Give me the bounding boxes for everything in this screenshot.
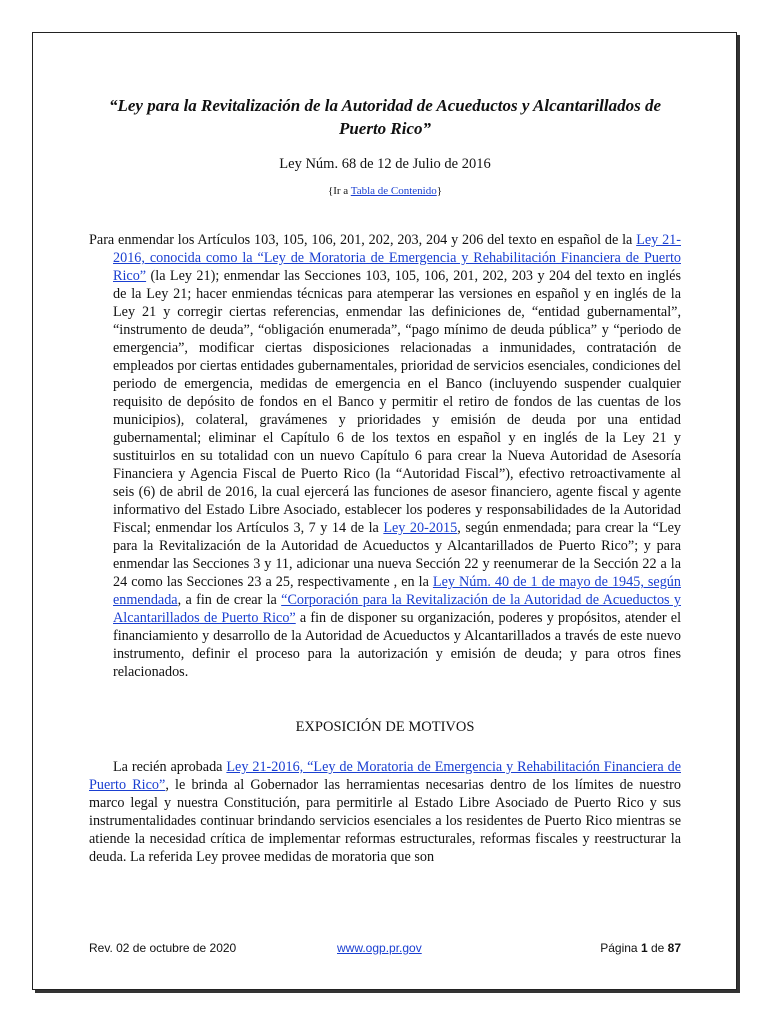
page-number: Página 1 de 87 (600, 941, 681, 955)
text-segment: a fin de disponer su organización, poderes y propósitos, atender el financiamiento y desarrollo de la Autoridad de Acueductos y Alcantarillados a través de este nuevo instrumento, definir el proceso para la autorización y emisión de deuda; y para otros fines relacionados. (113, 610, 682, 680)
document-title: “Ley para la Revitalización de la Autoridad de Acueductos y Alcantarillados de Puerto Rico” (108, 96, 661, 138)
text-segment: , le brinda al Gobernador las herramientas necesarias dentro de los límites de nuestro marco legal y nuestra Constitución, para permitirle al Estado Libre Asociado de Puerto Rico y sus instrumentalidades continuar brindando servicios esenciales a los residentes de Puerto Rico mientras se atiende la necesidad crítica de implementar reformas estructurales, reformas fiscales y reestructurar la deuda. La referida Ley provee medidas de moratoria que son (89, 777, 682, 865)
law-reference-link[interactable]: Ley 21-2016, conocida como la “Ley de Moratoria de Emergencia y Rehabilitación Financiera de Puerto Rico” (113, 232, 681, 284)
text-segment: La recién aprobada (113, 759, 227, 775)
text-segment: (la Ley 21); enmendar las Secciones 103, 105, 106, 201, 202, 203 y 204 del texto en inglés de la Ley 21; hacer enmiendas técnicas para atemperar las versiones en español y en inglés de la Ley 21 y corregir ciertas referencias, enmendar las definiciones de, “entidad gubernamental”, “instrumento de deuda”, “obligación enumerada”, “pago mínimo de deuda pública” y “periodo de emergencia”, modificar ciertas disposiciones relacionadas a inmunidades, contratación de empleados por ciertas entidades gubernamentales, prioridad de servicios esenciales, condiciones del periodo de emergencia, medidas de emergencia en el Banco (incluyendo suspender cualquier requisito de depósito de fondos en el Banco y permitir el retiro de fondos de las cuentas de los municipios), colateral, gravámenes y prioridades y emisión de deuda por una entidad gubernamental; eliminar el Capítulo 6 de los textos en español y en inglés de la Ley 21 y sustituirlos en su totalidad con un nuevo Capítulo 6 para crear la Nueva Autoridad de Asesoría Financiera y Agencia Fiscal de Puerto Rico (la “Autoridad Fiscal”), efectivo retroactivamente al seis (6) de abril de 2016, la cual ejercerá las funciones de asesor financiero, agente fiscal y agente informativo del Estado Libre Asociado, establecer los poderes y responsabilidades de la Autoridad Fiscal; enmendar los Artículos 3, 7 y 14 de la (113, 268, 681, 536)
law-reference-link[interactable]: Ley 20-2015 (383, 520, 458, 536)
law-reference-link[interactable]: Ley Núm. 40 de 1 de mayo de 1945, según enmendada (113, 574, 681, 608)
toc-suffix: } (436, 185, 443, 197)
section-heading: EXPOSICIÓN DE MOTIVOS (295, 719, 475, 735)
toc-prefix: {Ir a (327, 185, 351, 197)
law-reference-link[interactable]: “Corporación para la Revitalización de la Autoridad de Acueductos y Alcantarillados de Puerto Rico” (113, 592, 681, 626)
text-segment: , a fin de crear la (177, 592, 282, 608)
toc-link[interactable]: Tabla de Contenido (350, 185, 437, 197)
law-summary (89, 231, 681, 681)
body-paragraph (89, 758, 681, 866)
toc-line (89, 185, 681, 197)
revision-date: Rev. 02 de octubre de 2020 (89, 941, 237, 955)
text-segment: , según enmendada; para crear la “Ley para la Revitalización de la Autoridad de Acueductos y Alcantarillados de Puerto Rico”; y para enmendar las Secciones 3 y 11, adicionar una nueva Sección 22 y reenumerar de la Sección 22 a la 24 como las Secciones 23 a 25, respectivamente , en la (113, 520, 681, 590)
document-content (89, 94, 681, 866)
law-number: Ley Núm. 68 de 12 de Julio de 2016 (279, 156, 491, 172)
law-reference-link[interactable]: Ley 21-2016, “Ley de Moratoria de Emergencia y Rehabilitación Financiera de Puerto Rico” (89, 759, 681, 793)
website-link[interactable]: www.ogp.pr.gov (337, 941, 422, 955)
text-segment: Para enmendar los Artículos 103, 105, 106, 201, 202, 203, 204 y 206 del texto en español de la (89, 232, 637, 248)
